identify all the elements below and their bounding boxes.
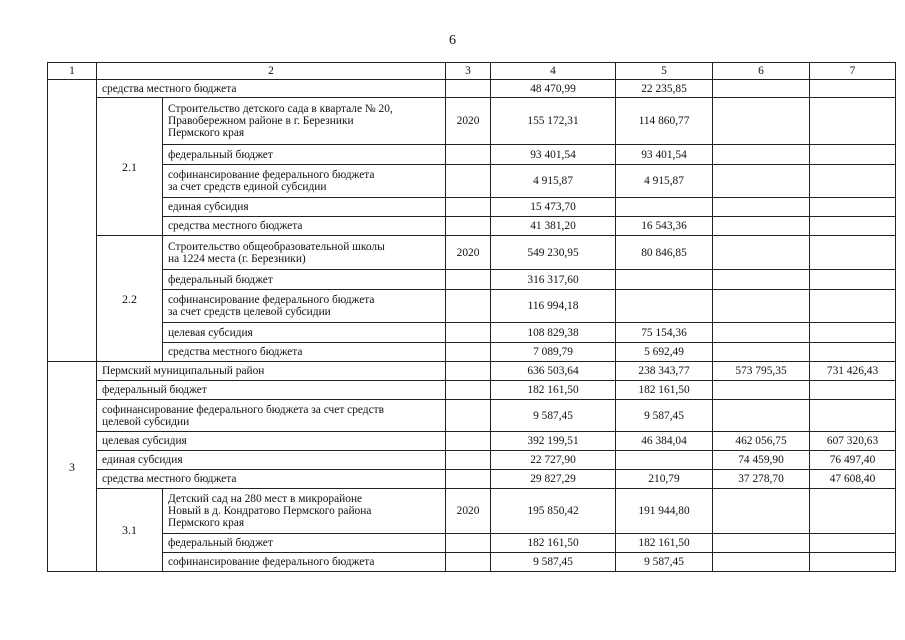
row-col-5 <box>616 270 713 290</box>
row-year <box>446 270 491 290</box>
row-col-6: 462 056,75 <box>713 432 810 451</box>
header-col-2: 2 <box>97 63 446 80</box>
row-col-7 <box>810 145 896 165</box>
row-year <box>446 217 491 236</box>
row-col-6: 37 278,70 <box>713 470 810 489</box>
row-col-6 <box>713 400 810 432</box>
row-col-5: 114 860,77 <box>616 98 713 145</box>
row-col-7 <box>810 270 896 290</box>
row-year <box>446 80 491 98</box>
row-col-5: 22 235,85 <box>616 80 713 98</box>
row-col-4: 48 470,99 <box>491 80 616 98</box>
row-label: Детский сад на 280 мест в микрорайоне Новый в д. Кондратово Пермского района Пермского края <box>163 489 446 534</box>
row-year <box>446 198 491 217</box>
row-label: Строительство общеобразовательной школы на 1224 места (г. Березники) <box>163 236 446 270</box>
row-col-4: 22 727,90 <box>491 451 616 470</box>
row-col-4: 7 089,79 <box>491 343 616 362</box>
row-col-6 <box>713 534 810 553</box>
row-col-5: 238 343,77 <box>616 362 713 381</box>
row-label: средства местного бюджета <box>163 217 446 236</box>
row-col-5: 75 154,36 <box>616 323 713 343</box>
row-col-4: 392 199,51 <box>491 432 616 451</box>
row-year <box>446 343 491 362</box>
row-col-4: 155 172,31 <box>491 98 616 145</box>
table-row <box>48 432 896 451</box>
row-year <box>446 323 491 343</box>
row-label: Строительство детского сада в квартале № 20, Правобережном районе в г. Березники Пермского края <box>163 98 446 145</box>
header-col-7: 7 <box>810 63 896 80</box>
row-year: 2020 <box>446 489 491 534</box>
table-row <box>48 553 896 572</box>
table-row <box>48 198 896 217</box>
table-row <box>48 323 896 343</box>
row-col-7 <box>810 198 896 217</box>
row-year <box>446 534 491 553</box>
row-label: софинансирование федерального бюджета за счет средств целевой субсидии <box>163 290 446 323</box>
row-year <box>446 400 491 432</box>
row-col-6 <box>713 145 810 165</box>
row-label: единая субсидия <box>163 198 446 217</box>
table-row <box>48 270 896 290</box>
row-col-4: 116 994,18 <box>491 290 616 323</box>
header-col-4: 4 <box>491 63 616 80</box>
section-number-2-2: 2.2 <box>97 236 163 362</box>
row-col-7 <box>810 534 896 553</box>
row-col-7 <box>810 489 896 534</box>
row-col-6 <box>713 343 810 362</box>
row-col-4: 93 401,54 <box>491 145 616 165</box>
row-year <box>446 145 491 165</box>
row-col-6 <box>713 290 810 323</box>
row-col-7: 47 608,40 <box>810 470 896 489</box>
row-col-4: 9 587,45 <box>491 400 616 432</box>
table-row <box>48 451 896 470</box>
table-row <box>48 400 896 432</box>
row-col-5: 210,79 <box>616 470 713 489</box>
table-row <box>48 145 896 165</box>
row-col-4: 316 317,60 <box>491 270 616 290</box>
row-year <box>446 470 491 489</box>
row-col-7 <box>810 98 896 145</box>
row-label: софинансирование федерального бюджета <box>163 553 446 572</box>
row-col-5 <box>616 451 713 470</box>
section-number-2-1: 2.1 <box>97 98 163 236</box>
row-col-6 <box>713 489 810 534</box>
row-col-5: 5 692,49 <box>616 343 713 362</box>
row-col-5 <box>616 290 713 323</box>
row-col-4: 15 473,70 <box>491 198 616 217</box>
row-col-6 <box>713 165 810 198</box>
header-col-3: 3 <box>446 63 491 80</box>
row-year <box>446 553 491 572</box>
row-year: 2020 <box>446 236 491 270</box>
row-col-6: 74 459,90 <box>713 451 810 470</box>
row-label: федеральный бюджет <box>163 270 446 290</box>
table-row <box>48 98 896 145</box>
row-col-5: 4 915,87 <box>616 165 713 198</box>
row-year <box>446 362 491 381</box>
section-number-3: 3 <box>48 362 97 572</box>
row-col-5: 80 846,85 <box>616 236 713 270</box>
row-col-7 <box>810 165 896 198</box>
row-col-6: 573 795,35 <box>713 362 810 381</box>
row-label: софинансирование федерального бюджета за счет средств единой субсидии <box>163 165 446 198</box>
row-col-6 <box>713 270 810 290</box>
row-col-7 <box>810 553 896 572</box>
table-row <box>48 165 896 198</box>
row-col-7 <box>810 400 896 432</box>
row-col-7: 731 426,43 <box>810 362 896 381</box>
row-col-5: 46 384,04 <box>616 432 713 451</box>
row-col-6 <box>713 553 810 572</box>
row-col-6 <box>713 80 810 98</box>
row-col-7 <box>810 80 896 98</box>
row-col-6 <box>713 198 810 217</box>
row-year <box>446 432 491 451</box>
row-label: Пермский муниципальный район <box>97 362 446 381</box>
row-col-4: 549 230,95 <box>491 236 616 270</box>
row-col-4: 41 381,20 <box>491 217 616 236</box>
row-year <box>446 451 491 470</box>
table-row <box>48 534 896 553</box>
section-number-3-1: 3.1 <box>97 489 163 572</box>
table-row <box>48 343 896 362</box>
table-row <box>48 362 896 381</box>
section-cell-2-continued <box>48 80 97 362</box>
row-col-5: 191 944,80 <box>616 489 713 534</box>
header-col-1: 1 <box>48 63 97 80</box>
header-row <box>48 63 896 80</box>
row-col-5: 182 161,50 <box>616 534 713 553</box>
row-col-4: 636 503,64 <box>491 362 616 381</box>
row-label: федеральный бюджет <box>163 145 446 165</box>
row-col-5 <box>616 198 713 217</box>
row-col-7 <box>810 236 896 270</box>
row-col-6 <box>713 217 810 236</box>
row-col-7 <box>810 381 896 400</box>
row-col-5: 16 543,36 <box>616 217 713 236</box>
row-label: средства местного бюджета <box>97 80 446 98</box>
row-label: целевая субсидия <box>97 432 446 451</box>
table-row <box>48 290 896 323</box>
row-col-6 <box>713 98 810 145</box>
row-col-7 <box>810 290 896 323</box>
row-year <box>446 381 491 400</box>
row-label: федеральный бюджет <box>163 534 446 553</box>
table-row <box>48 80 896 98</box>
row-col-4: 9 587,45 <box>491 553 616 572</box>
row-col-4: 29 827,29 <box>491 470 616 489</box>
row-col-7: 76 497,40 <box>810 451 896 470</box>
row-col-5: 182 161,50 <box>616 381 713 400</box>
budget-table <box>47 62 896 572</box>
row-label: федеральный бюджет <box>97 381 446 400</box>
table-row <box>48 217 896 236</box>
row-year <box>446 290 491 323</box>
row-col-7 <box>810 323 896 343</box>
row-year: 2020 <box>446 98 491 145</box>
row-year <box>446 165 491 198</box>
header-col-6: 6 <box>713 63 810 80</box>
row-col-7 <box>810 343 896 362</box>
row-col-5: 93 401,54 <box>616 145 713 165</box>
page-number: 6 <box>449 33 456 48</box>
row-label: целевая субсидия <box>163 323 446 343</box>
row-col-6 <box>713 236 810 270</box>
row-label: софинансирование федерального бюджета за счет средств целевой субсидии <box>97 400 446 432</box>
row-col-4: 195 850,42 <box>491 489 616 534</box>
table-row <box>48 381 896 400</box>
row-col-7 <box>810 217 896 236</box>
row-label: средства местного бюджета <box>97 470 446 489</box>
row-col-6 <box>713 323 810 343</box>
row-col-4: 108 829,38 <box>491 323 616 343</box>
row-col-4: 182 161,50 <box>491 381 616 400</box>
row-col-7: 607 320,63 <box>810 432 896 451</box>
row-label: средства местного бюджета <box>163 343 446 362</box>
table-row <box>48 489 896 534</box>
row-label: единая субсидия <box>97 451 446 470</box>
header-col-5: 5 <box>616 63 713 80</box>
row-col-4: 182 161,50 <box>491 534 616 553</box>
row-col-5: 9 587,45 <box>616 553 713 572</box>
row-col-5: 9 587,45 <box>616 400 713 432</box>
table-row <box>48 470 896 489</box>
table-row <box>48 236 896 270</box>
row-col-4: 4 915,87 <box>491 165 616 198</box>
row-col-6 <box>713 381 810 400</box>
